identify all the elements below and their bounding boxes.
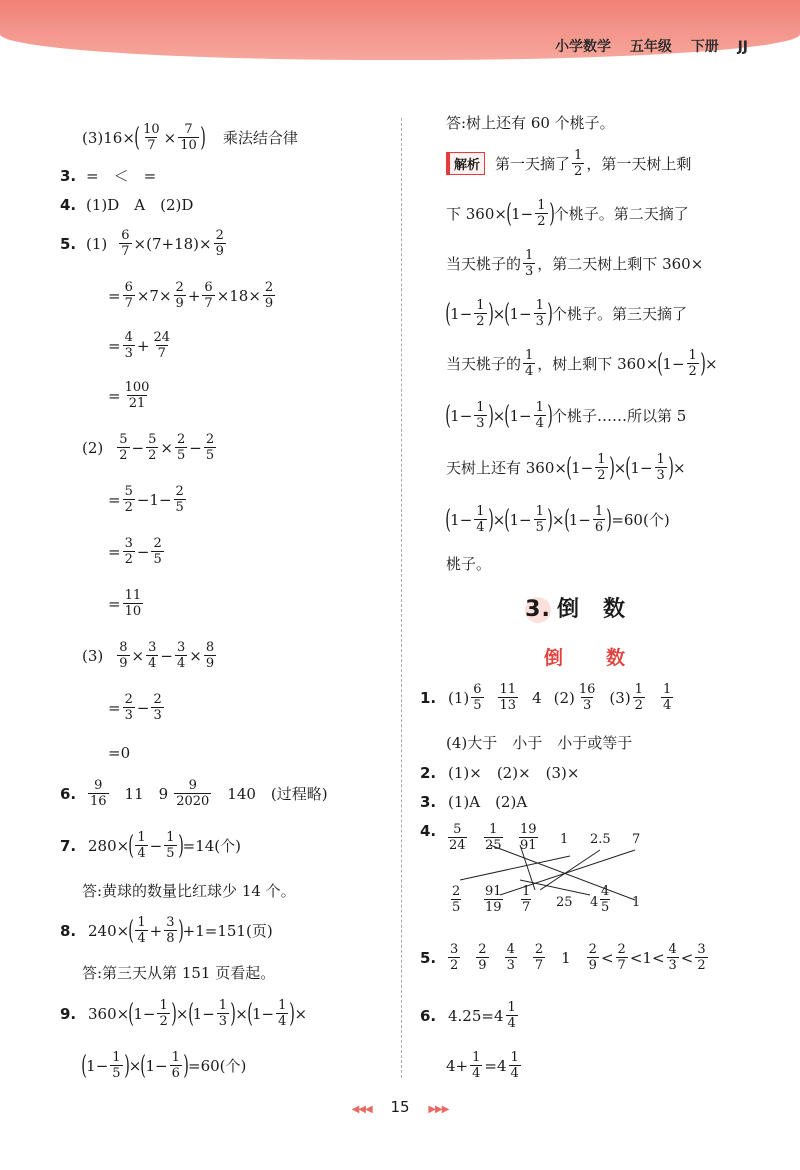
match-bottom-5-frac: 4 5	[601, 884, 610, 915]
answer-5-3: (3) $\frac{8}{9}$ × $\frac{3}{4}$ − $\frac{3}{4}$ × $\frac{8}{9}$	[82, 640, 215, 671]
match-top-6: 7	[632, 832, 641, 847]
match-top-4: 1	[560, 832, 569, 847]
r-answer-6-line2: 4+ $\frac{1}{4}$ =4 1 4	[446, 1050, 519, 1081]
match-bottom-6: 1	[632, 895, 641, 910]
analysis-line: ( 1 − $\frac{1}{2}$ ) × ( 1 − $\frac{1}{3}$ ) 个桃子。第三天摘了	[445, 298, 688, 329]
r-answer-1: 1. (1) 6 5 11 13 4 (2) 16 3 (3) 1 2 1 4	[420, 682, 672, 713]
r-answer-3: 3. (1)A (2)A	[420, 792, 528, 811]
edition: JJ	[737, 39, 748, 55]
match-top-3: 19 91	[520, 822, 537, 853]
answer-9: 9. 360× ( 1 − $\frac{1}{2}$ ) × ( 1 − $\frac{1}{3}$ ) × ( 1 − $\frac{1}{4}$ ) ×	[60, 998, 308, 1029]
answer-8: 8. 240× ( 1 4 + $\frac{3}{8}$ ) +1=151(页)	[60, 915, 273, 946]
r-answer-2: 2. (1)× (2)× (3)×	[420, 763, 580, 782]
r-answer-6: 6. 4.25=4 1 4	[420, 1000, 516, 1031]
answer-5-2: (2) 5 2 − $\frac{5}{2}$ × $\frac{2}{5}$ − $\frac{2}{5}$	[82, 432, 215, 463]
answer-4: 4. (1)D A (2)D	[60, 195, 194, 214]
term: 下册	[690, 39, 719, 55]
subject: 小学数学	[554, 39, 611, 55]
match-line	[460, 856, 570, 880]
column-divider	[401, 118, 402, 1078]
next-arrows-icon: ▶▶▶	[428, 1104, 449, 1115]
page-footer	[340, 1098, 460, 1116]
book-tag	[541, 36, 748, 56]
r-answer-5: 5. 3 2 2 9 4 3 2 7 1 2 9 < 2 7 < 1 < 4 3 < 3 2	[420, 942, 706, 973]
analysis-line: ( 1 − $\frac{1}{3}$ ) × ( 1 − $\frac{1}{4}$ ) 个桃子……所以第 5	[445, 400, 687, 431]
match-bottom-4: 25	[556, 895, 573, 910]
answer-5-3-result: =0	[108, 744, 131, 762]
grade: 五年级	[629, 39, 672, 55]
fraction: $\frac{10}{7}$	[143, 122, 160, 153]
sub-title: 倒 数	[544, 647, 638, 669]
answer-9-cont: ( 1 − $\frac{1}{5}$ ) × ( 1 − $\frac{1}{6}$ ) =60(个)	[81, 1050, 247, 1081]
answer-5-1-step: = $\frac{6}{7}$ ×7× $\frac{2}{9}$ + $\frac{6}{7}$ ×18× $\frac{2}{9}$	[108, 280, 274, 311]
answer-5-1: 5. (1) $\frac{6}{7}$ ×(7+18)× $\frac{2}{9}$	[60, 228, 224, 259]
answer-5-2-result: = $\frac{11}{10}$	[108, 588, 142, 619]
answer-7-text: 答:黄球的数量比红球少 14 个。	[82, 882, 296, 900]
match-bottom-3: 1 7	[522, 884, 531, 915]
match-top-5: 2.5	[590, 832, 611, 847]
match-bottom-5-whole: 4	[590, 895, 599, 910]
match-bottom-1: 2 5	[452, 884, 461, 915]
match-bottom-2: 91 19	[485, 884, 502, 915]
analysis-badge: 解析	[446, 152, 485, 175]
prev-arrows-icon: ◀◀◀	[351, 1104, 372, 1115]
match-line	[490, 845, 635, 900]
answer-3: 3. = ＜ =	[60, 166, 157, 185]
r-answer-4-num: 4.	[420, 822, 437, 840]
match-top-1: 5 24	[449, 822, 466, 853]
answer-6: 6. 9 16 11 9 9 2020 140 (过程略)	[60, 778, 328, 809]
header-band	[0, 0, 800, 60]
analysis-line: 桃子。	[446, 555, 492, 573]
answer-2-3: (3)16× ( $\frac{10}{7}$ × $\frac{7}{10}$ ) 乘法结合律	[82, 122, 298, 153]
answer-peach: 答:树上还有 60 个桃子。	[446, 114, 615, 132]
answer-5-3-step: = $\frac{2}{3}$ − $\frac{2}{3}$	[108, 692, 162, 723]
answer-8-text: 答:第三天从第 151 页看起。	[82, 964, 276, 982]
analysis-line: 下 360× ( 1 − $\frac{1}{2}$ ) 个桃子。第二天摘了	[446, 198, 689, 229]
answer-5-1-step: = $\frac{4}{3}$ + $\frac{24}{7}$	[108, 330, 170, 361]
fraction: $\frac{7}{10}$	[180, 122, 197, 153]
answer-5-1-result: = $\frac{100}{21}$	[108, 380, 150, 411]
analysis-line: ( 1 − $\frac{1}{4}$ ) × ( 1 − $\frac{1}{5}$ ) × ( 1 − $\frac{1}{6}$ ) =60(个)	[445, 504, 670, 535]
analysis-line: 解析 第一天摘了 1 2 ，第一天树上剩	[446, 148, 691, 179]
page-number: 15	[390, 1098, 410, 1116]
answer-5-2-step: = $\frac{5}{2}$ −1− $\frac{2}{5}$	[108, 484, 184, 515]
analysis-line: 天树上还有 360× ( 1 − $\frac{1}{2}$ ) × ( 1 − $\frac{1}{3}$ ) ×	[446, 452, 686, 483]
answer-7: 7. 280× ( 1 4 − $\frac{1}{5}$ ) =14(个)	[60, 830, 242, 861]
match-top-2: 1 25	[485, 822, 502, 853]
section-title: 3. 倒 数	[525, 597, 627, 622]
analysis-line: 当天桃子的 1 3 ，第二天树上剩下 360×	[446, 248, 704, 279]
analysis-line: 当天桃子的 1 4 ，树上剩下 360× ( 1 − $\frac{1}{2}$ ) ×	[446, 348, 718, 379]
r-answer-1-4: (4)大于 小于 小于或等于	[446, 734, 633, 752]
answer-5-2-step: = $\frac{3}{2}$ − $\frac{2}{5}$	[108, 536, 162, 567]
